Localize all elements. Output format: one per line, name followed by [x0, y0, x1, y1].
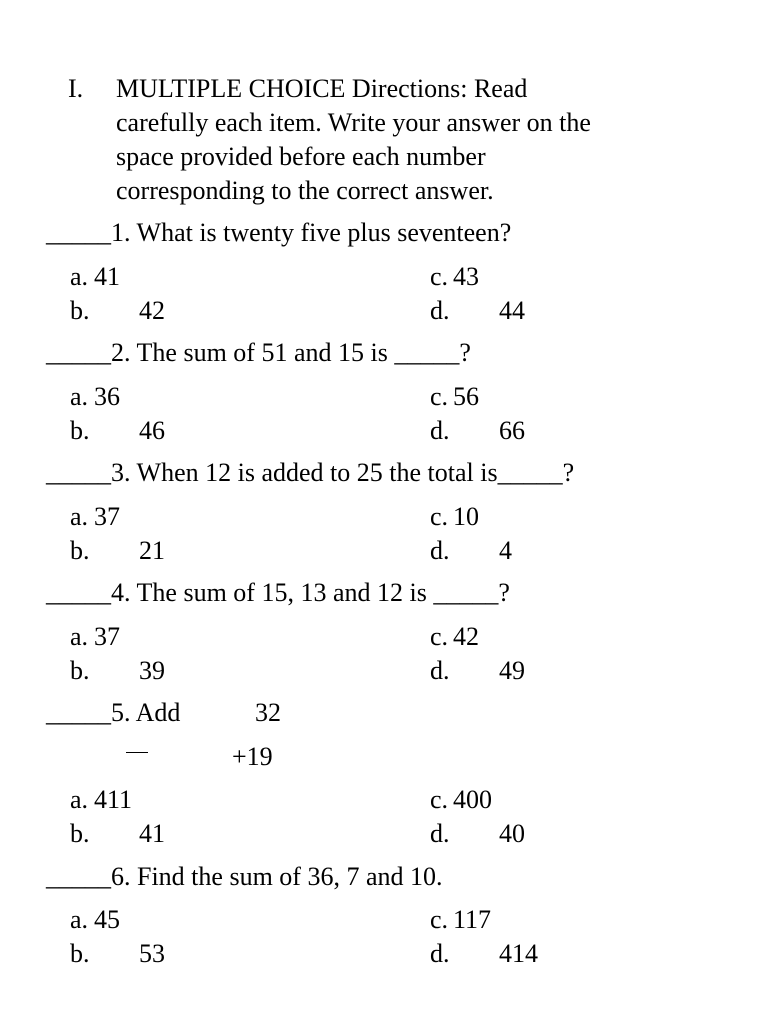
q3-option-a-letter: a.: [70, 502, 89, 531]
question-6: _____6. Find the sum of 36, 7 and 10.: [46, 862, 443, 891]
question-4: _____4. The sum of 15, 13 and 12 is _____?: [46, 578, 510, 607]
q5-addend-bottom: +19: [232, 742, 273, 771]
q4-option-d-letter: d.: [430, 656, 450, 685]
q6-option-c-letter: c.: [430, 905, 449, 934]
q4-option-c: 42: [453, 622, 479, 651]
q6-option-d-letter: d.: [430, 939, 450, 968]
directions-line-2: carefully each item. Write your answer on the: [116, 108, 591, 137]
directions-line-3: space provided before each number: [116, 142, 486, 171]
q5-addend-top: 32: [255, 698, 281, 727]
q5-option-a: 411: [94, 785, 133, 814]
q2-option-b-letter: b.: [70, 416, 90, 445]
q6-option-a-letter: a.: [70, 905, 89, 934]
directions-line-4: corresponding to the correct answer.: [116, 176, 494, 205]
q1-option-b: 42: [139, 296, 165, 325]
q1-option-b-letter: b.: [70, 296, 90, 325]
q1-option-a: 41: [94, 262, 120, 291]
question-2: _____2. The sum of 51 and 15 is _____?: [46, 338, 471, 367]
q5-dash-mark: [126, 752, 148, 753]
q2-option-a: 36: [94, 382, 120, 411]
q6-option-d: 414: [499, 939, 538, 968]
q5-option-c: 400: [453, 785, 492, 814]
directions-line-1: MULTIPLE CHOICE Directions: Read: [116, 74, 528, 103]
q6-option-c: 117: [453, 905, 492, 934]
q5-option-b-letter: b.: [70, 819, 90, 848]
q4-option-b: 39: [139, 656, 165, 685]
q2-option-c-letter: c.: [430, 382, 449, 411]
q3-option-a: 37: [94, 502, 120, 531]
q2-option-b: 46: [139, 416, 165, 445]
q6-option-b: 53: [139, 939, 165, 968]
q4-option-b-letter: b.: [70, 656, 90, 685]
q6-option-b-letter: b.: [70, 939, 90, 968]
q3-option-c-letter: c.: [430, 502, 449, 531]
q3-option-c: 10: [453, 502, 479, 531]
question-5: _____5. Add: [46, 698, 181, 727]
q2-option-d-letter: d.: [430, 416, 450, 445]
q1-option-c-letter: c.: [430, 262, 449, 291]
q4-option-a-letter: a.: [70, 622, 89, 651]
q2-option-d: 66: [499, 416, 525, 445]
q1-option-a-letter: a.: [70, 262, 89, 291]
q4-option-c-letter: c.: [430, 622, 449, 651]
q5-option-c-letter: c.: [430, 785, 449, 814]
q3-option-b: 21: [139, 536, 165, 565]
question-1: _____1. What is twenty five plus seventeen?: [46, 218, 512, 247]
q5-option-a-letter: a.: [70, 785, 89, 814]
question-3: _____3. When 12 is added to 25 the total is_____?: [46, 458, 575, 487]
q1-option-c: 43: [453, 262, 479, 291]
q5-option-d: 40: [499, 819, 525, 848]
q2-option-c: 56: [453, 382, 479, 411]
section-number: I.: [68, 74, 84, 103]
q5-option-b: 41: [139, 819, 165, 848]
q2-option-a-letter: a.: [70, 382, 89, 411]
q5-option-d-letter: d.: [430, 819, 450, 848]
q3-option-b-letter: b.: [70, 536, 90, 565]
q3-option-d: 4: [499, 536, 512, 565]
q1-option-d-letter: d.: [430, 296, 450, 325]
q6-option-a: 45: [94, 905, 120, 934]
q1-option-d: 44: [499, 296, 525, 325]
q3-option-d-letter: d.: [430, 536, 450, 565]
q4-option-a: 37: [94, 622, 120, 651]
q4-option-d: 49: [499, 656, 525, 685]
